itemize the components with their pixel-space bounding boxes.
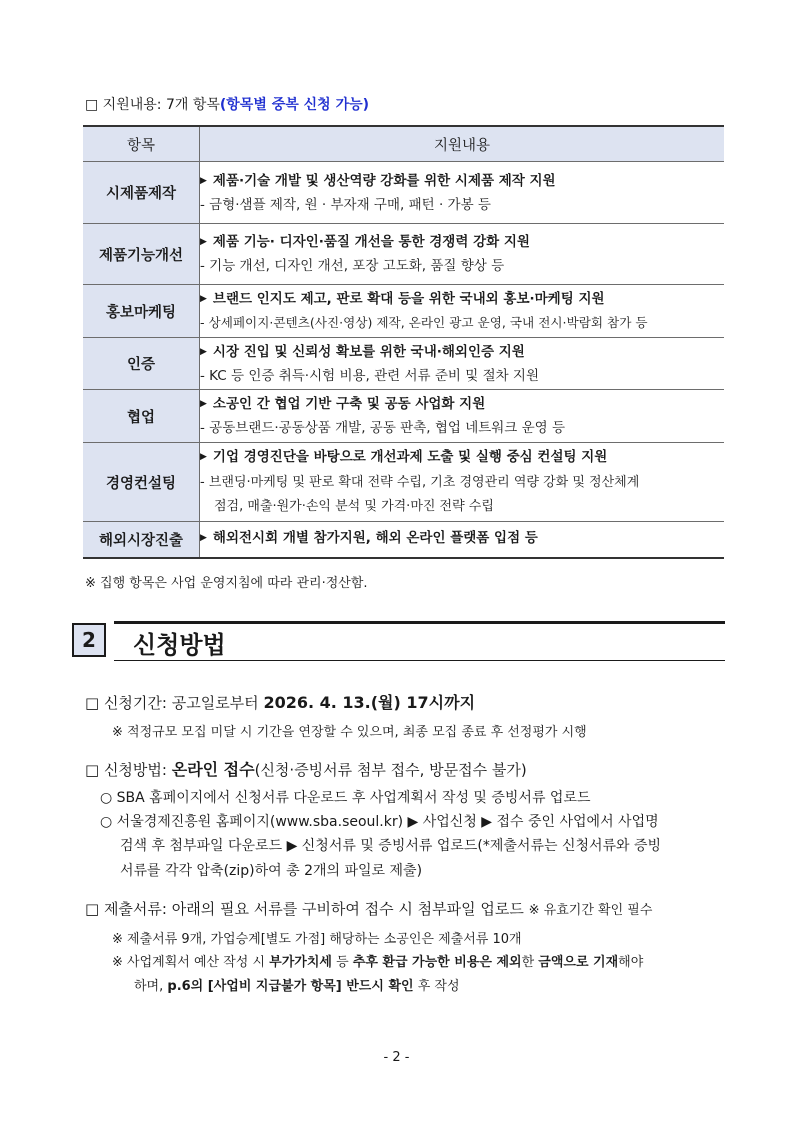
note2-bold: 추후 환급 가능한 비용은 제외 <box>352 955 522 970</box>
row-category: 제품기능개선 <box>83 224 200 285</box>
documents-note-3 <box>134 975 460 994</box>
note2-bold: 부가가치세 <box>269 955 332 970</box>
section-title: 신청방법 <box>133 631 226 659</box>
support-content-highlight: (항목별 중복 신청 가능) <box>219 97 370 113</box>
period-value: 2026. 4. 13.(월) 17시까지 <box>263 693 476 712</box>
table-row <box>83 224 724 285</box>
documents-label-note: ※ 유효기간 확인 필수 <box>528 903 653 918</box>
row-main-text: 브랜드 인지도 제고, 판로 확대 등을 위한 국내외 홍보·마케팅 지원 <box>212 291 605 307</box>
row-category: 시제품제작 <box>83 162 200 224</box>
method-item-2-line-3: 서류를 각각 압축(zip)하여 총 2개의 파일로 제출) <box>120 863 423 879</box>
note2-bold: 금액으로 기재 <box>538 955 619 970</box>
row-sub-text: - 기능 개선, 디자인 개선, 포장 고도화, 품질 향상 등 <box>200 258 505 274</box>
row-main-text: 해외전시회 개별 참가지원, 해외 온라인 플랫폼 입점 등 <box>212 530 538 547</box>
row-description <box>200 390 725 443</box>
row-sub-text: - 브랜딩·마케팅 및 판로 확대 전략 수립, 기초 경영관리 역량 강화 및 정산체계 <box>200 475 640 490</box>
triangle-right-icon: ▶ <box>200 452 207 462</box>
header-category: 항목 <box>83 126 200 162</box>
triangle-right-icon: ▶ <box>200 294 207 304</box>
table-row <box>83 338 724 390</box>
triangle-right-icon: ▶ <box>200 346 207 357</box>
row-description <box>200 522 725 558</box>
note2-text: ※ 사업계획서 예산 작성 시 <box>112 955 270 970</box>
method-item-1: ○ SBA 홈페이지에서 신청서류 다운로드 후 사업계획서 작성 및 증빙서류 업로드 <box>100 790 591 806</box>
note3-bold: p.6의 [사업비 지급불가 항목] 반드시 확인 <box>167 979 414 994</box>
application-method <box>85 757 527 780</box>
table-row <box>83 285 724 338</box>
application-period <box>85 690 475 713</box>
row-sub-text: - 공동브랜드·공동상품 개발, 공동 판촉, 협업 네트워크 운영 등 <box>200 420 566 436</box>
documents-label: □ 제출서류: 아래의 필요 서류를 구비하여 접수 시 첨부파일 업로드 <box>85 900 529 918</box>
row-description <box>200 285 725 338</box>
row-category: 협업 <box>83 390 200 443</box>
row-main-text: 제품 기능· 디자인·품질 개선을 통한 경쟁력 강화 지원 <box>212 234 530 250</box>
triangle-right-icon: ▶ <box>200 237 207 247</box>
submission-documents <box>85 898 652 919</box>
row-main-text: 제품·기술 개발 및 생산역량 강화를 위한 시제품 제작 지원 <box>212 172 556 189</box>
row-sub-text: - KC 등 인증 취득·시험 비용, 관련 서류 준비 및 절차 지원 <box>200 367 540 384</box>
documents-note-1: ※ 제출서류 9개, 가업승계[별도 가점] 해당하는 소공인은 제출서류 10개 <box>112 932 522 947</box>
support-content-label: □ 지원내용: 7개 항목 <box>85 97 220 113</box>
row-main-text: 시장 진입 및 신뢰성 확보를 위한 국내·해외인증 지원 <box>212 343 525 360</box>
triangle-right-icon: ▶ <box>200 399 207 409</box>
period-note: ※ 적정규모 모집 미달 시 기간을 연장할 수 있으며, 최종 모집 종료 후 선정평가 시행 <box>112 725 587 740</box>
row-category: 홍보마케팅 <box>83 285 200 338</box>
method-detail: (신청·증빙서류 첨부 접수, 방문접수 불가) <box>254 761 527 779</box>
method-value: 온라인 접수 <box>171 760 255 779</box>
row-description <box>200 162 725 224</box>
row-category: 경영컨설팅 <box>83 443 200 522</box>
triangle-right-icon: ▶ <box>200 175 207 186</box>
row-description <box>200 443 725 522</box>
triangle-right-icon: ▶ <box>200 533 207 544</box>
method-label: □ 신청방법: <box>85 761 172 779</box>
table-header-row <box>83 126 724 162</box>
row-category: 인증 <box>83 338 200 390</box>
row-sub-text: 점검, 매출·원가·손익 분석 및 가격·마진 전략 수립 <box>214 499 494 514</box>
row-sub-text: - 금형·샘플 제작, 원 · 부자재 구매, 패턴 · 가봉 등 <box>200 196 491 213</box>
row-sub-text: - 상세페이지·콘텐츠(사진·영상) 제작, 온라인 광고 운영, 국내 전시·박람회 참가 등 <box>200 315 648 330</box>
support-table <box>83 125 724 559</box>
documents-note-2 <box>112 951 643 970</box>
table-note: ※ 집행 항목은 사업 운영지침에 따라 관리·정산함. <box>85 576 368 591</box>
method-item-2-line-2: 검색 후 첨부파일 다운로드 ▶ 신청서류 및 증빙서류 업로드(*제출서류는 신청서류와 증빙 <box>120 838 662 854</box>
note3-text: 하며, <box>134 979 168 994</box>
row-main-text: 기업 경영진단을 바탕으로 개선과제 도출 및 실행 중심 컨설팅 지원 <box>212 449 608 465</box>
table-row <box>83 443 724 522</box>
table-row <box>83 390 724 443</box>
section-top-rule <box>114 621 725 624</box>
row-description <box>200 224 725 285</box>
note2-text: 한 <box>521 955 539 970</box>
table-row <box>83 162 724 224</box>
row-description <box>200 338 725 390</box>
note2-text: 등 <box>331 955 353 970</box>
page-number: - 2 - <box>383 1050 410 1065</box>
note2-text: 해야 <box>618 955 644 970</box>
period-label: □ 신청기간: 공고일로부터 <box>85 694 264 712</box>
method-item-2-line-1: ○ 서울경제진흥원 홈페이지(www.sba.seoul.kr) ▶ 사업신청 ▶ 접수 중인 사업에서 사업명 <box>100 814 659 830</box>
row-category: 해외시장진출 <box>83 522 200 558</box>
support-content-heading <box>85 94 369 114</box>
header-content: 지원내용 <box>200 126 725 162</box>
section-bottom-rule <box>114 660 725 661</box>
note3-text: 후 작성 <box>413 979 460 994</box>
section-number: 2 <box>72 623 106 657</box>
row-main-text: 소공인 간 협업 기반 구축 및 공동 사업화 지원 <box>212 396 486 412</box>
table-row <box>83 522 724 558</box>
